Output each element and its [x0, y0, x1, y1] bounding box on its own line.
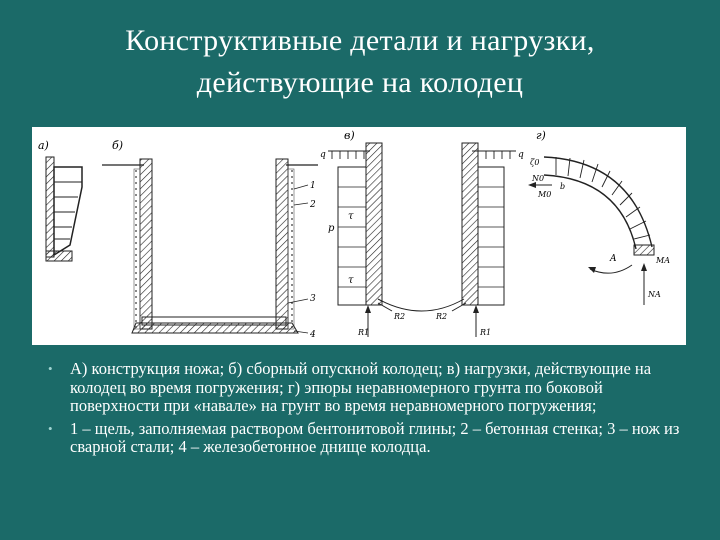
- label-b: b: [560, 182, 566, 191]
- friction-tau-lower: τ: [348, 275, 354, 286]
- label-ma: MA: [656, 256, 670, 265]
- panel-label-c: в): [344, 129, 355, 142]
- callout-3: 3: [310, 294, 316, 304]
- reaction-r2-left: R2: [394, 312, 406, 321]
- caption-item: [48, 359, 692, 416]
- panel-a-knife: [38, 139, 82, 261]
- callout-1: 1: [310, 181, 316, 191]
- load-p: p: [328, 223, 335, 234]
- caption-text: А) конструкция ножа; б) сборный опускной колодец; в) нагрузки, действующие на колодец во время погружения; г) эпюры неравномерного грунта по боковой поверхности при «навале» на грунт во время неравномерного погружения;: [70, 359, 652, 415]
- label-m0: M0: [538, 190, 552, 199]
- callout-2: 2: [310, 200, 316, 210]
- panel-label-b: б): [112, 139, 124, 152]
- panel-d-arch: [528, 129, 670, 305]
- panel-label-d: г): [536, 129, 546, 142]
- bullet-dot-icon: •: [48, 361, 53, 376]
- caption-list: [48, 359, 692, 461]
- bullet-dot-icon: •: [48, 420, 53, 436]
- reaction-r2-right: R2: [436, 312, 448, 321]
- label-a: A: [610, 254, 617, 264]
- panel-c-loads: [320, 129, 524, 337]
- caption-item: [48, 418, 692, 457]
- panel-b-caisson: [102, 139, 318, 340]
- label-n0: N0: [532, 174, 545, 183]
- callout-4: 4: [310, 330, 316, 340]
- reaction-r1-right: R1: [480, 328, 492, 337]
- load-q-left: q: [320, 150, 326, 160]
- label-na: NA: [648, 290, 661, 299]
- caisson-diagram: [32, 127, 686, 345]
- caption-text: 1 – щель, заполняемая раствором бентонитовой глины; 2 – бетонная стенка; 3 – нож из сварной стали; 4 – железобетонное днище колодца.: [70, 418, 680, 456]
- label-zeta0: ζ0: [530, 158, 540, 167]
- load-q-right: q: [518, 150, 524, 160]
- panel-label-a: а): [38, 139, 49, 152]
- slide-title: Конструктивные детали и нагрузки, действующие на колодец: [125, 24, 595, 99]
- friction-tau-left: τ: [348, 211, 354, 222]
- reaction-r1-left: R1: [358, 328, 370, 337]
- caisson-diagram-figure: [32, 127, 686, 345]
